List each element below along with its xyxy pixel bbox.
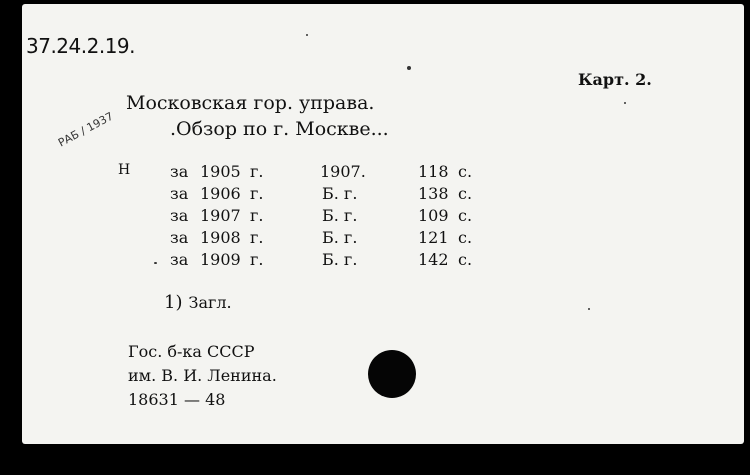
row-pages-unit: с. [458,206,473,225]
row-pages-unit: с. [458,228,473,247]
ink-speck [154,262,157,264]
row-pages-unit: с. [458,250,473,269]
row-year-suffix: г. [250,184,264,203]
title-line: .Обзор по г. Москве... [170,118,389,140]
footnote [164,292,232,313]
row-publication: Б. г. [322,184,358,203]
ink-speck [306,34,308,36]
row-pages: 121 [418,228,449,247]
row-pages-unit: с. [458,162,473,181]
row-publication: 1907. [320,162,366,181]
shelfmark: 37.24.2.19. [26,34,136,58]
row-year: 1905 [200,162,241,181]
row-year-suffix: г. [250,228,264,247]
footnote-mark: 1) [164,292,183,313]
stamp-letter: Н [118,162,131,178]
row-year-suffix: г. [250,206,264,225]
row-pages: 142 [418,250,449,269]
library-dedication: им. В. И. Ленина. [128,366,277,385]
row-prefix: за [170,184,189,203]
row-year: 1909 [200,250,241,269]
card-number: Карт. 2. [578,70,652,89]
row-prefix: за [170,228,189,247]
library-imprint [128,340,277,412]
ink-stamp: РАБ / 1937 [56,109,116,150]
row-publication: Б. г. [322,206,358,225]
row-pages: 109 [418,206,449,225]
library-name: Гос. б-ка СССР [128,342,255,361]
row-publication: Б. г. [322,228,358,247]
row-year: 1906 [200,184,241,203]
row-year-suffix: г. [250,250,264,269]
ink-speck [407,66,411,70]
catalog-card [22,4,744,444]
row-year-suffix: г. [250,162,264,181]
card-serial: 18631 — 48 [128,390,226,409]
row-prefix: за [170,206,189,225]
row-year: 1907 [200,206,241,225]
row-publication: Б. г. [322,250,358,269]
row-prefix: за [170,162,189,181]
author-heading: Московская гор. управа. [126,92,375,114]
row-pages: 138 [418,184,449,203]
ink-speck [624,102,626,104]
footnote-text: Загл. [188,293,232,312]
ink-speck [588,308,590,310]
ink-blot [368,350,416,398]
row-pages-unit: с. [458,184,473,203]
row-year: 1908 [200,228,241,247]
row-pages: 118 [418,162,449,181]
row-prefix: за [170,250,189,269]
